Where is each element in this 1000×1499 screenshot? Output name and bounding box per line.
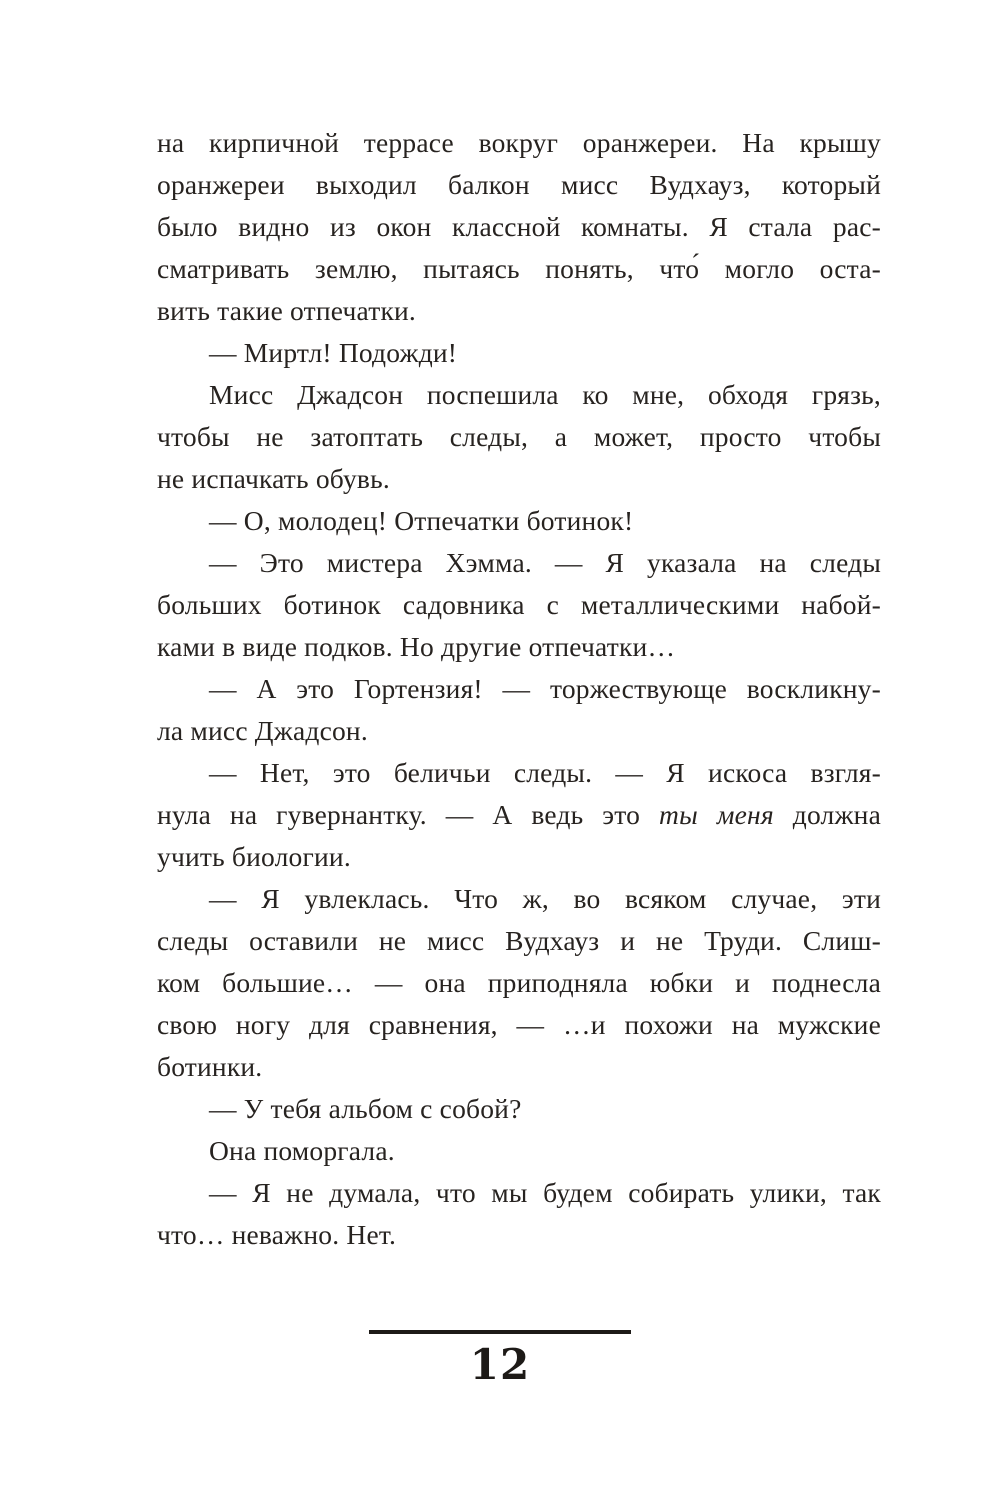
text-segment: оранжереи выходил балкон мисс Вудхауз, который xyxy=(157,169,881,200)
text-segment: не испачкать обувь. xyxy=(157,463,390,494)
text-segment: сматривать землю, пытаясь понять, что́ могло оста- xyxy=(157,253,881,284)
text-line xyxy=(157,836,881,878)
paragraph xyxy=(157,878,881,1088)
text-line xyxy=(157,332,881,374)
text-line xyxy=(157,584,881,626)
italic-text-segment: ты меня xyxy=(659,799,774,830)
text-line xyxy=(157,962,881,1004)
text-segment: ком большие… — она приподняла юбки и поднесла xyxy=(157,967,881,998)
text-segment: ками в виде подков. Но другие отпечатки… xyxy=(157,631,676,662)
footer-divider xyxy=(369,1330,631,1334)
text-line xyxy=(157,626,881,668)
text-line xyxy=(157,1088,881,1130)
paragraph xyxy=(157,668,881,752)
text-segment: следы оставили не мисс Вудхауз и не Труди. Слиш- xyxy=(157,925,881,956)
text-line xyxy=(157,458,881,500)
paragraph xyxy=(157,332,881,374)
text-segment: ботинки. xyxy=(157,1051,263,1082)
text-line xyxy=(157,1046,881,1088)
text-segment: больших ботинок садовника с металлическими набой- xyxy=(157,589,881,620)
text-line xyxy=(157,416,881,458)
text-line xyxy=(157,206,881,248)
text-segment: Мисс Джадсон поспешила ко мне, обходя грязь, xyxy=(209,379,881,410)
text-segment: должна xyxy=(773,799,881,830)
paragraph xyxy=(157,374,881,500)
text-line xyxy=(157,542,881,584)
text-segment: — Нет, это беличьи следы. — Я искоса взгля- xyxy=(209,757,881,788)
paragraph xyxy=(157,122,881,332)
text-line xyxy=(157,374,881,416)
text-segment: нула на гувернантку. — А ведь это xyxy=(157,799,660,830)
text-line xyxy=(157,1130,881,1172)
text-line xyxy=(157,1214,881,1256)
text-segment: — Это мистера Хэмма. — Я указала на следы xyxy=(209,547,881,578)
page-text xyxy=(157,122,881,1256)
paragraph xyxy=(157,752,881,878)
text-line xyxy=(157,500,881,542)
paragraph xyxy=(157,1172,881,1256)
text-line xyxy=(157,164,881,206)
text-line xyxy=(157,290,881,332)
text-line xyxy=(157,710,881,752)
text-segment: — Миртл! Подожди! xyxy=(209,337,458,368)
text-line xyxy=(157,122,881,164)
text-segment: вить такие отпечатки. xyxy=(157,295,416,326)
text-segment: — У тебя альбом с собой? xyxy=(209,1093,522,1124)
text-segment: чтобы не затоптать следы, а может, просто чтобы xyxy=(157,421,881,452)
text-line xyxy=(157,248,881,290)
text-segment: — А это Гортензия! — торжествующе воскликну- xyxy=(209,673,881,704)
text-segment: учить биологии. xyxy=(157,841,351,872)
text-segment: — Я не думала, что мы будем собирать улики, так xyxy=(209,1177,881,1208)
text-line xyxy=(157,920,881,962)
text-segment: свою ногу для сравнения, — …и похожи на мужские xyxy=(157,1009,881,1040)
paragraph xyxy=(157,1088,881,1130)
text-segment: — Я увлеклась. Что ж, во всяком случае, эти xyxy=(209,883,881,914)
text-segment: что… неважно. Нет. xyxy=(157,1219,397,1250)
text-line xyxy=(157,752,881,794)
paragraph xyxy=(157,500,881,542)
text-segment: на кирпичной террасе вокруг оранжереи. На крышу xyxy=(157,127,881,158)
text-segment: ла мисс Джадсон. xyxy=(157,715,368,746)
text-line xyxy=(157,1172,881,1214)
text-line xyxy=(157,878,881,920)
text-segment: Она поморгала. xyxy=(209,1135,395,1166)
text-line xyxy=(157,668,881,710)
paragraph xyxy=(157,1130,881,1172)
paragraph xyxy=(157,542,881,668)
text-segment: было видно из окон классной комнаты. Я стала рас- xyxy=(157,211,881,242)
page-number: 12 xyxy=(469,1340,531,1389)
text-line xyxy=(157,794,881,836)
text-segment: — О, молодец! Отпечатки ботинок! xyxy=(209,505,634,536)
page-footer xyxy=(0,1330,1000,1388)
text-line xyxy=(157,1004,881,1046)
